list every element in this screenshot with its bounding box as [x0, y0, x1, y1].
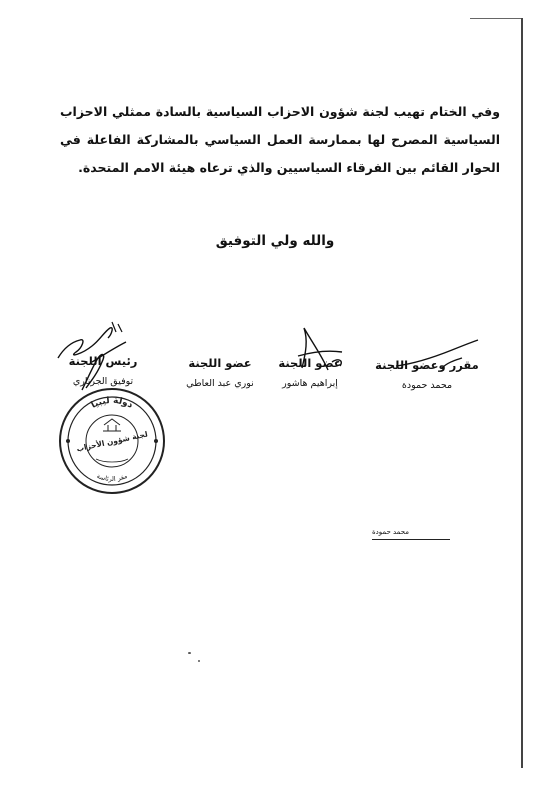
signature-name: إبراهيم هاشور — [282, 378, 338, 389]
svg-text:مقر الرئاسة — [95, 472, 128, 483]
signature-title: رئيس اللجنة — [68, 354, 138, 368]
stamp-top-text: دولة ليبيا — [89, 395, 135, 411]
page-edge-top — [470, 18, 522, 19]
signature-title: عضو اللجنة — [278, 356, 342, 370]
closing-line: والله ولي التوفيق — [215, 233, 335, 249]
footer-note: محمد حمودة — [372, 528, 409, 536]
scan-speck — [188, 652, 191, 654]
signature-title: عضو اللجنة — [188, 356, 252, 370]
signature-name: محمد حمودة — [401, 380, 453, 391]
page-edge-right — [521, 18, 523, 768]
footer-underline — [372, 539, 450, 540]
svg-text:دولة ليبيا — [90, 396, 135, 411]
scan-speck — [198, 660, 200, 662]
signature-block-member-1 — [260, 356, 360, 389]
stamp-bottom-text: مقر الرئاسة — [95, 471, 129, 484]
stamp-center-text: لجنة شؤون الأحزاب — [75, 429, 149, 454]
official-stamp — [56, 385, 168, 497]
letter-paragraph: وفي الختام تهيب لجنة شؤون الاحزاب السياسية بالسادة ممثلي الاحزاب السياسية المصرح لها بممارسة العمل السياسي بالمشاركة الفاعلة في الحوار القائم بين الفرقاء السياسيين والذي ترعاه هيئة الامم المتحدة. — [60, 104, 500, 175]
signature-name: توفيق الجرناري — [72, 376, 134, 387]
signature-name: نوري عبد العاطي — [186, 378, 254, 389]
signature-title: مقرر وعضو اللجنة — [375, 358, 479, 372]
signature-block-rapporteur — [372, 358, 482, 391]
signature-block-member-2 — [175, 356, 265, 389]
signature-block-chair — [48, 354, 158, 387]
